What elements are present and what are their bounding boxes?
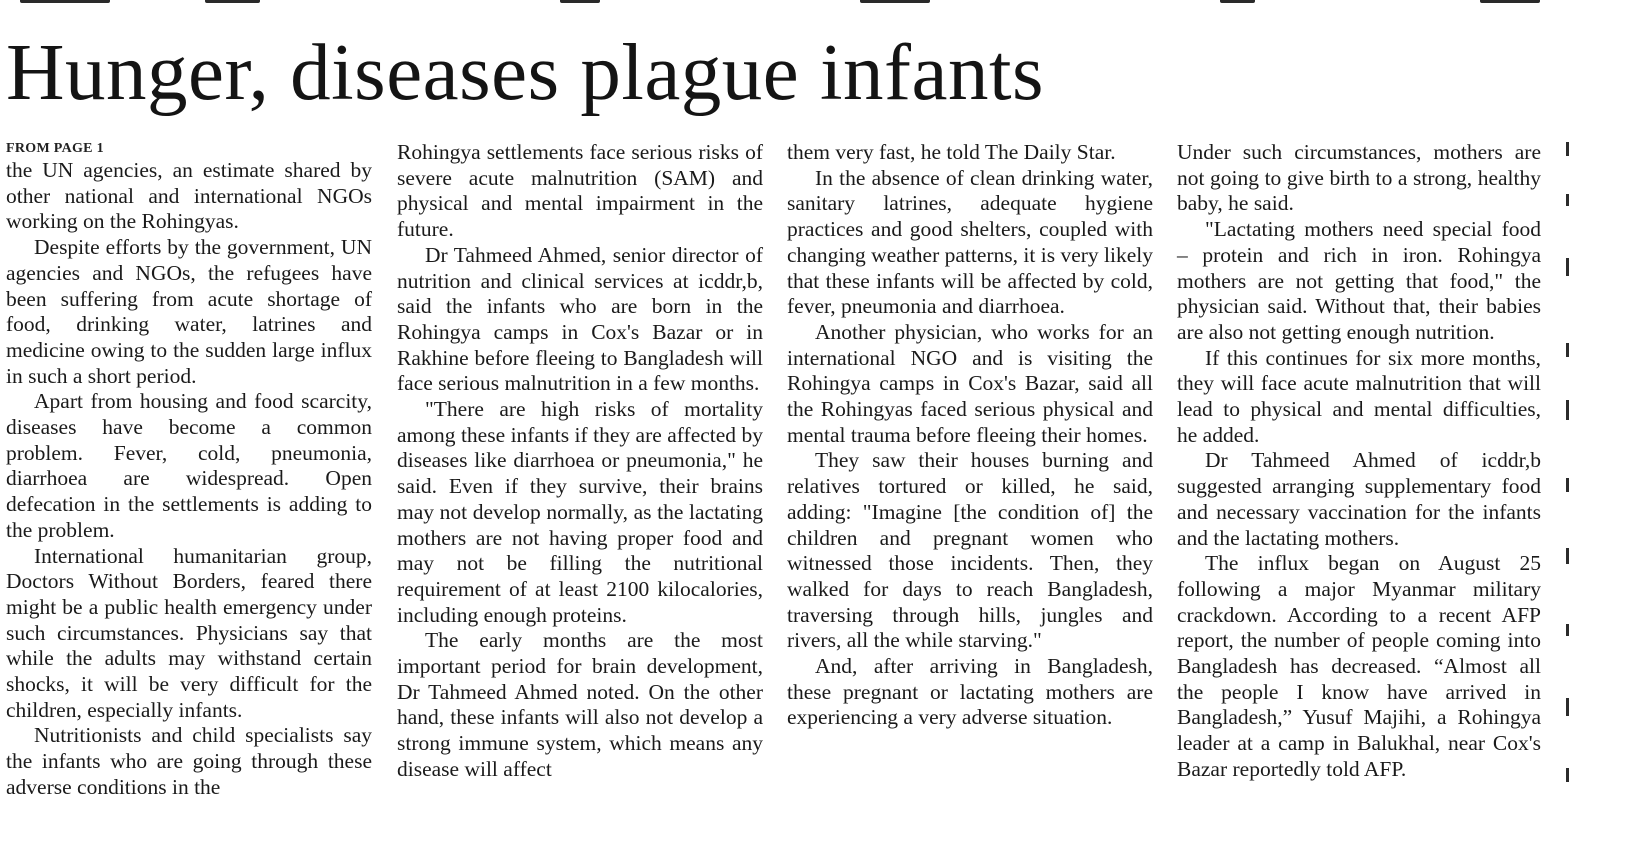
paragraph: the UN agencies, an estimate shared by other national and international NGOs working on the Rohingyas.: [6, 158, 372, 234]
paragraph: In the absence of clean drinking water, sanitary latrines, adequate hygiene practices and good shelters, coupled with changing weather patterns, it is very likely that these infants will be affected by cold, fever, pneumonia and diarrhoea.: [787, 165, 1153, 319]
paragraph: Nutritionists and child specialists say the infants who are going through these adverse conditions in the: [6, 723, 372, 799]
paragraph: "Lactating mothers need special food – protein and rich in iron. Rohingya mothers are not getting that food," the physician said. Without that, their babies are also not getting enough nutrition.: [1177, 217, 1541, 344]
article-column-4: [1177, 140, 1541, 783]
paragraph: International humanitarian group, Doctors Without Borders, feared there might be a public health emergency under such circumstances. Physicians say that while the adults may withstand certain shocks, it will be very difficult for the children, especially infants.: [6, 543, 372, 722]
paragraph: They saw their houses burning and relatives tortured or killed, he said, adding: "Imagine [the condition of] the children and pregnant women who witnessed those incidents. Then, they walked for days to reach Bangladesh, traversing through hills, jungles and rivers, all the while starving.": [787, 448, 1153, 653]
paragraph: Dr Tahmeed Ahmed of icddr,b suggested arranging supplementary food and necessary vaccination for the infants and the lactating mothers.: [1177, 448, 1541, 550]
paragraph: them very fast, he told The Daily Star.: [787, 140, 1116, 164]
article-column-1: [6, 140, 372, 801]
paragraph: Rohingya settlements face serious risks of severe acute malnutrition (SAM) and physical and mental impairment in the future.: [397, 140, 763, 242]
article-column-3: [787, 140, 1153, 731]
paragraph: Another physician, who works for an international NGO and is visiting the Rohingya camps in Cox's Bazar, said all the Rohingyas faced serious physical and mental trauma before fleeing their homes.: [787, 319, 1153, 447]
paragraph: The influx began on August 25 following a major Myanmar military crackdown. According to a recent AFP report, the number of people coming into Bangladesh has decreased. “Almost all the people I know have arrived in Bangladesh,” Yusuf Majihi, a Rohingya leader at a camp in Balukhal, near Cox's Bazar reportedly told AFP.: [1177, 551, 1541, 781]
paragraph: The early months are the most important period for brain development, Dr Tahmeed Ahmed noted. On the other hand, these infants will also not develop a strong immune system, which means any disease will affect: [397, 628, 763, 781]
cropped-adjacent-column-edge: [1566, 138, 1570, 798]
paragraph: And, after arriving in Bangladesh, these pregnant or lactating mothers are experiencing a very adverse situation.: [787, 654, 1153, 730]
kicker: FROM PAGE 1: [6, 141, 104, 156]
article-column-2: [397, 140, 763, 783]
paragraph: If this continues for six more months, they will face acute malnutrition that will lead to physical and mental difficulties, he added.: [1177, 345, 1541, 447]
paragraph: Under such circumstances, mothers are not going to give birth to a strong, healthy baby, he said.: [1177, 140, 1541, 216]
paragraph: "There are high risks of mortality among these infants if they are affected by diseases like diarrhoea or pneumonia," he said. Even if they survive, their brains may not develop normally, as the lactating mothers are not having proper food and may not be filling the nutritional requirement of at least 2100 kilocalories, including enough proteins.: [397, 397, 763, 627]
paragraph: Dr Tahmeed Ahmed, senior director of nutrition and clinical services at icddr,b, said the infants who are born in the Rohingya camps in Cox's Bazar or in Rakhine before fleeing to Bangladesh will face serious malnutrition in a few months.: [397, 242, 763, 396]
cropped-text-strip: [0, 0, 1646, 10]
paragraph: Apart from housing and food scarcity, diseases have become a common problem. Fever, cold, pneumonia, diarrhoea are widespread. Open defecation in the settlements is adding to the problem.: [6, 389, 372, 542]
headline: Hunger, diseases plague infants: [6, 27, 1044, 117]
paragraph: Despite efforts by the government, UN agencies and NGOs, the refugees have been suffering from acute shortage of food, drinking water, latrines and medicine owing to the sudden large influx in such a short period.: [6, 235, 372, 388]
